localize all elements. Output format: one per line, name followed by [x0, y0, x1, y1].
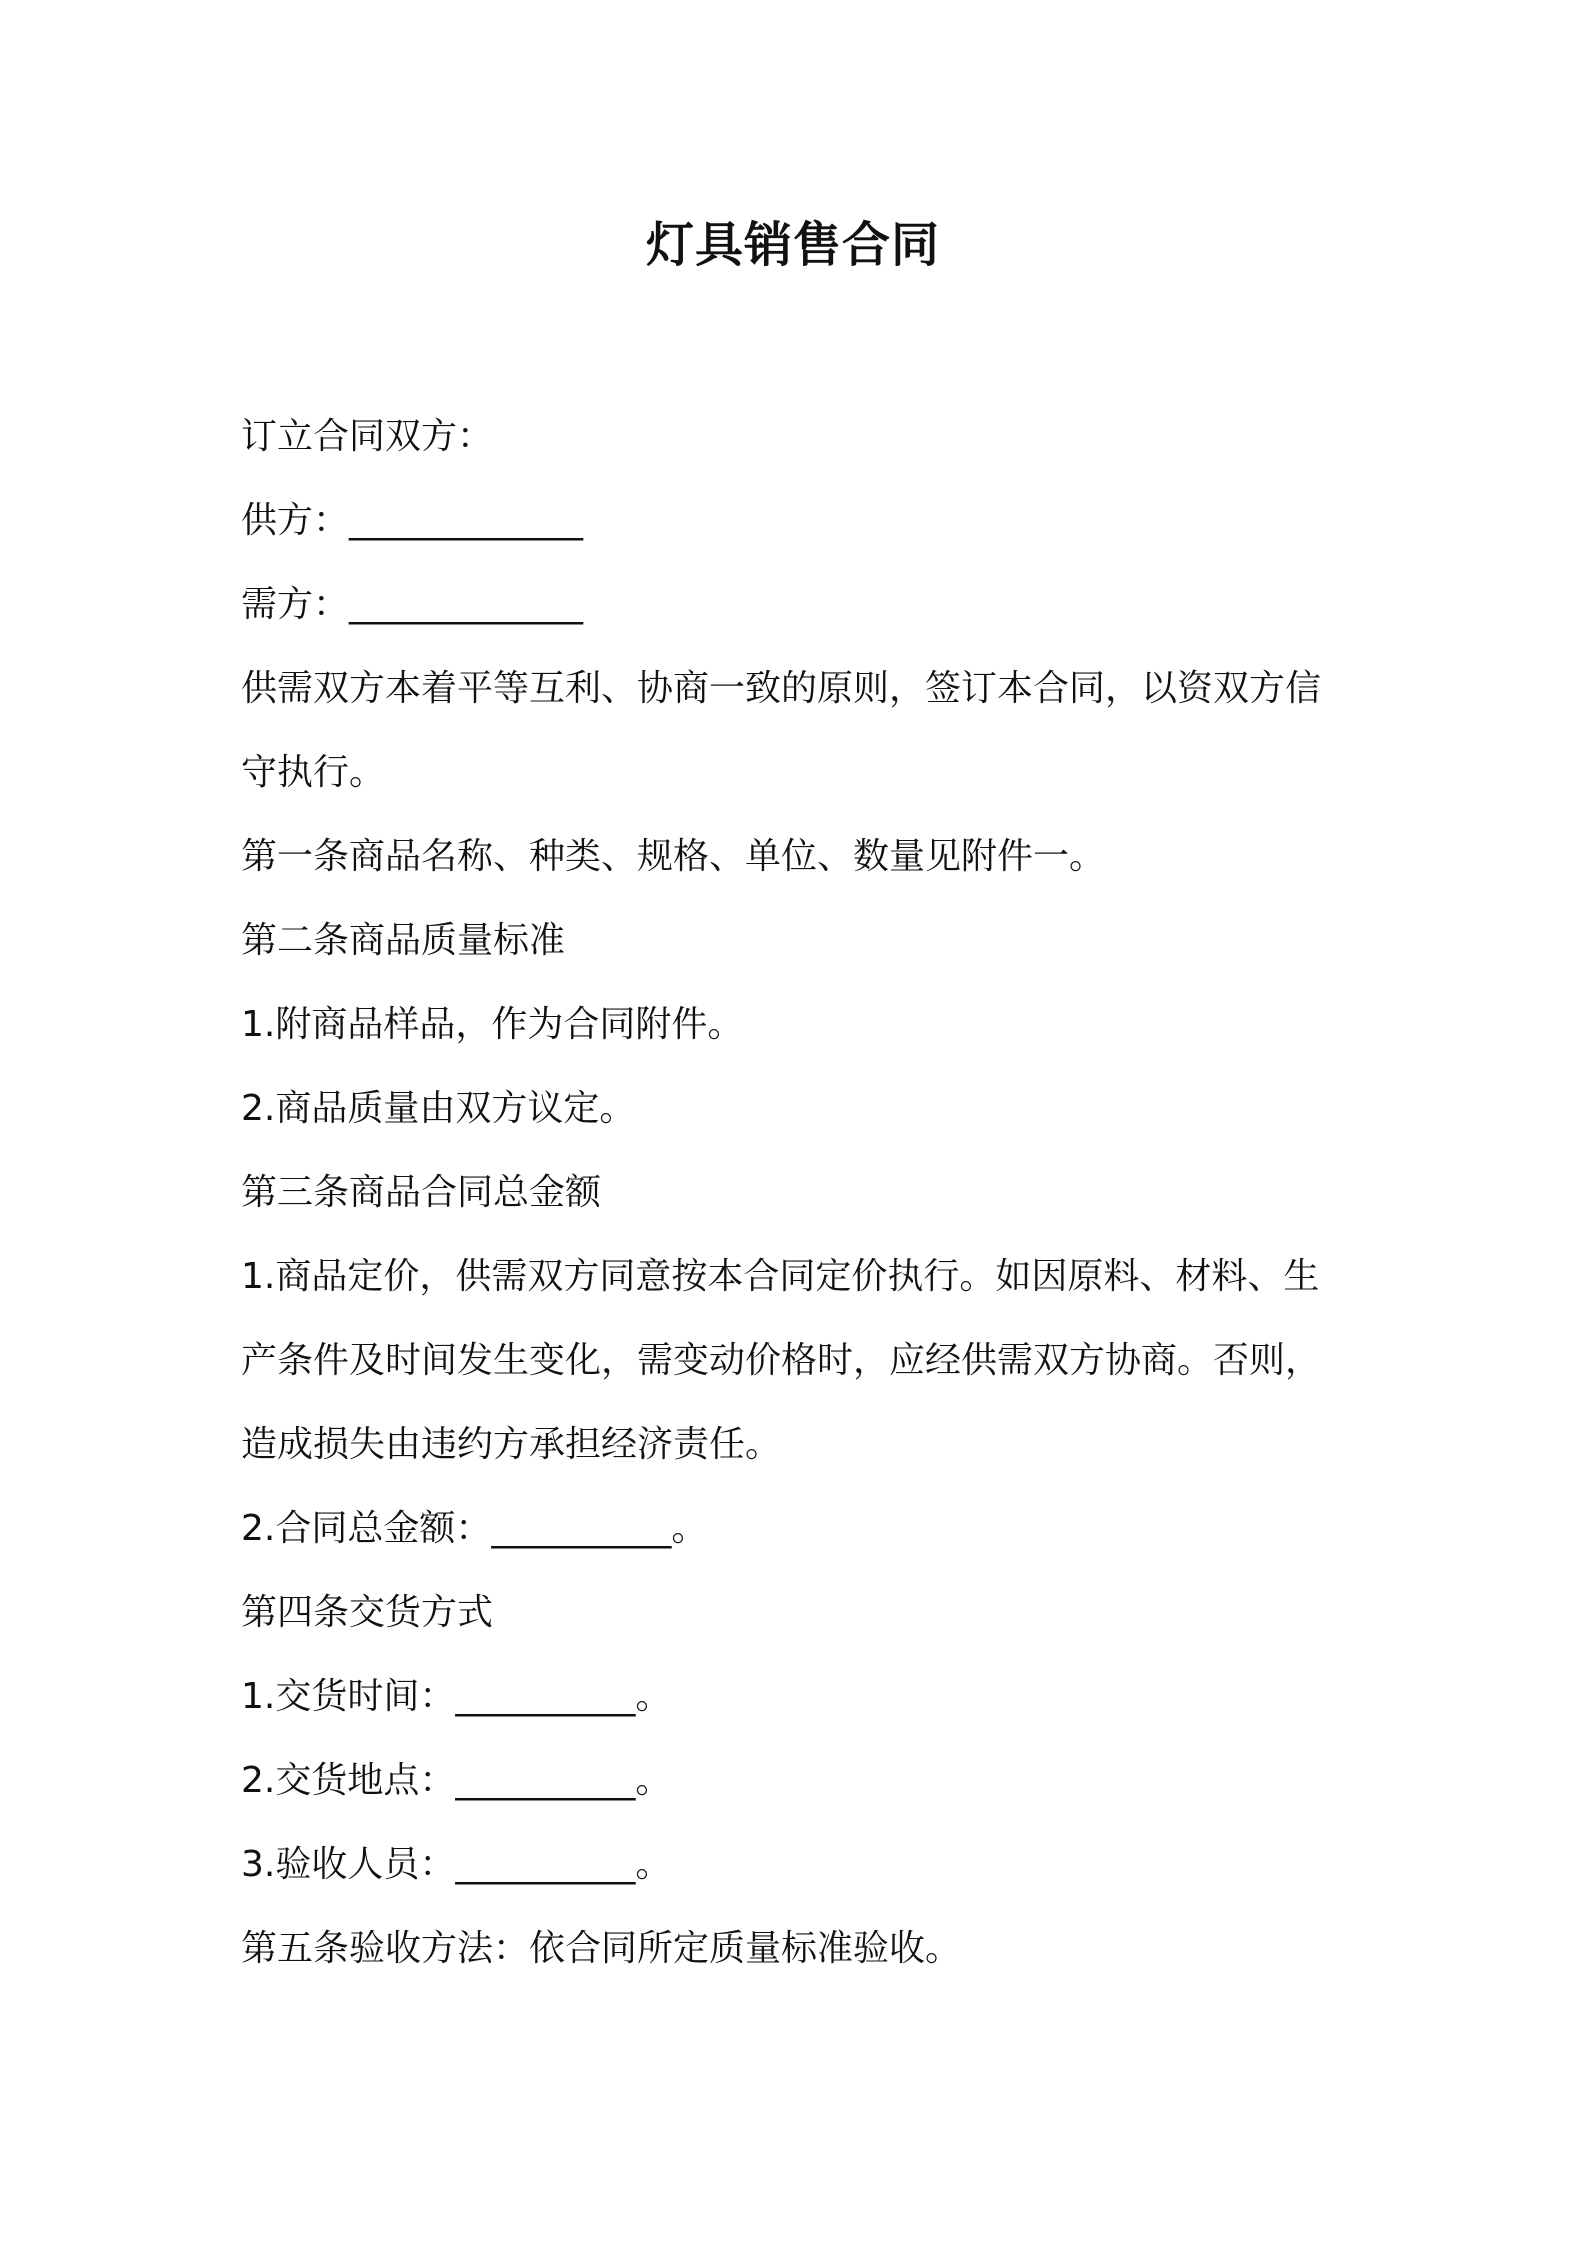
preamble-line-2: 守执行。 — [241, 752, 386, 793]
document-title: 灯具销售合同 — [645, 217, 940, 273]
preamble-line-1: 供需双方本着平等互利、协商一致的原则，签订本合同，以资双方信 — [241, 668, 1322, 709]
article-4-heading: 第四条交货方式 — [241, 1592, 494, 1633]
article-3-item-1-line-3: 造成损失由违约方承担经济责任。 — [241, 1424, 782, 1465]
article-4-item-3: 3.验收人员：__________。 — [241, 1844, 672, 1885]
document-body — [241, 395, 1361, 1991]
article-2-heading: 第二条商品质量标准 — [241, 920, 566, 961]
supplier-line: 供方：_____________ — [241, 500, 584, 541]
article-1: 第一条商品名称、种类、规格、单位、数量见附件一。 — [241, 836, 1106, 877]
article-3-item-2: 2.合同总金额：__________。 — [241, 1508, 708, 1549]
contract-parties-heading: 订立合同双方： — [241, 416, 494, 457]
article-4-item-1: 1.交货时间：__________。 — [241, 1676, 672, 1717]
article-3-heading: 第三条商品合同总金额 — [241, 1172, 602, 1213]
article-3-item-1-line-1: 1.商品定价，供需双方同意按本合同定价执行。如因原料、材料、生 — [241, 1256, 1320, 1297]
article-2-item-1: 1.附商品样品，作为合同附件。 — [241, 1004, 744, 1045]
article-3-item-1-line-2: 产条件及时间发生变化，需变动价格时，应经供需双方协商。否则， — [241, 1340, 1322, 1381]
buyer-line: 需方：_____________ — [241, 584, 584, 625]
article-5: 第五条验收方法：依合同所定质量标准验收。 — [241, 1928, 962, 1969]
article-4-item-2: 2.交货地点：__________。 — [241, 1760, 672, 1801]
article-2-item-2: 2.商品质量由双方议定。 — [241, 1088, 636, 1129]
